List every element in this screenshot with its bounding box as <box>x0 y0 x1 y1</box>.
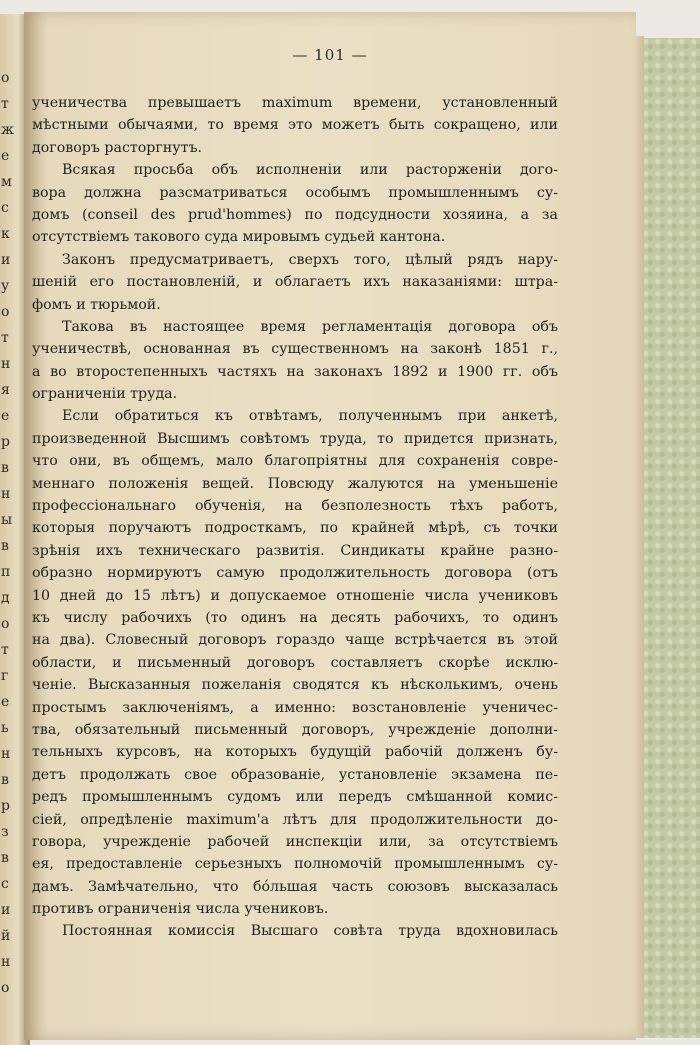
text-line: ученичества превышаетъ maximum времени, установленный <box>32 95 558 111</box>
left-page-fragment: о <box>1 70 10 86</box>
text-line: произведенной Высшимъ совѣтомъ труда, то придется признать, <box>32 430 558 447</box>
left-page-fragment: у <box>1 278 10 294</box>
left-page-fragment: и <box>1 252 11 268</box>
text-line: простымъ заключеніямъ, а именно: возстановленіе ученичес- <box>32 699 558 716</box>
text-line: мѣстными обычаями, то время это можетъ быть сокращено, или <box>32 117 558 134</box>
text-line: дамъ. Замѣчательно, что бóльшая часть союзовъ высказалась <box>32 878 558 895</box>
text-line: Всякая просьба объ исполненіи или расторженіи дого- <box>62 162 558 179</box>
text-line: фомъ и тюрьмой. <box>32 296 161 313</box>
left-page-fragment: т <box>1 96 9 112</box>
text-line: противъ ограниченія числа учениковъ. <box>32 901 329 918</box>
left-page-fragment: ь <box>1 720 9 736</box>
left-page-fragment: п <box>1 564 11 580</box>
text-line: которыя поручаютъ подросткамъ, по крайней мѣрѣ, съ точки <box>32 520 558 537</box>
text-line: Такова въ настоящее время регламентація договора объ <box>62 318 558 335</box>
left-page-fragment: й <box>1 928 11 944</box>
left-page-fragment: р <box>1 434 10 450</box>
text-line: ченіе. Высказанныя пожеланія сводятся къ нѣсколькимъ, очень <box>32 677 558 694</box>
text-line: ученичествѣ, основанная въ существенномъ на законѣ 1851 г., <box>32 341 558 358</box>
text-line: къ числу рабочихъ (то одинъ на десять рабочихъ, то одинъ <box>32 609 558 626</box>
text-line: домъ (conseil des prud'hommes) по подсудности хозяина, а за <box>32 206 558 223</box>
left-page-fragment: ы <box>1 512 13 528</box>
left-page-fragment: г <box>1 668 9 684</box>
left-page-fragment: м <box>1 174 12 190</box>
page-number: — 101 — <box>292 46 368 64</box>
text-line: тва, обязательный письменный договоръ, учрежденіе дополни- <box>32 721 558 738</box>
text-line: Постоянная комиссія Высшаго совѣта труда вдохновилась <box>62 923 558 940</box>
left-page-fragment: к <box>1 226 10 242</box>
text-line: детъ продолжать свое образованіе, установленіе экзамена пе- <box>32 766 558 783</box>
book-page <box>24 12 636 1040</box>
left-page-fragment: н <box>1 486 11 502</box>
text-line: 10 дней до 15 лѣтъ) и допускаемое отношеніе числа учениковъ <box>32 587 558 604</box>
book-cover-edge <box>640 38 700 1038</box>
text-line: ограниченіи труда. <box>32 386 178 403</box>
left-page-fragment: т <box>1 642 9 658</box>
left-page-fragment: в <box>1 850 9 866</box>
text-line: на два). Словесный договоръ гораздо чаще встрѣчается въ этой <box>32 632 558 649</box>
page-body-text <box>32 92 558 943</box>
text-line: меннаго положенія вещей. Повсюду жалуются на уменьшеніе <box>32 475 558 492</box>
left-page-fragment: о <box>1 980 10 996</box>
text-line: зрѣнія ихъ техническаго развитія. Синдикаты крайне разно- <box>32 542 558 559</box>
left-page-fragment: т <box>1 330 9 346</box>
left-page-fragment: о <box>1 304 10 320</box>
text-line: вора должна разсматриваться особымъ промышленнымъ су- <box>32 184 558 201</box>
left-page-fragment: е <box>1 148 10 164</box>
left-page-fragment: о <box>1 616 10 632</box>
text-line: отсутствіемъ такового суда мировымъ судьей кантона. <box>32 229 446 246</box>
left-page-fragment: н <box>1 746 11 762</box>
left-page-fragment: с <box>1 200 9 216</box>
text-line: области, и письменный договоръ составляетъ скорѣе исклю- <box>32 654 558 671</box>
text-line: Законъ предусматриваетъ, сверхъ того, цѣлый рядъ нару- <box>62 251 558 268</box>
left-page-fragment: с <box>1 876 9 892</box>
left-page-fragment: и <box>1 902 11 918</box>
left-page-fragment: н <box>1 954 11 970</box>
left-page-fragment: з <box>1 824 9 840</box>
left-page-fragment: в <box>1 460 9 476</box>
left-page-fragment: е <box>1 408 10 424</box>
left-page-fragment: н <box>1 356 11 372</box>
text-line: что они, въ общемъ, мало благопріятны для сохраненія совре- <box>32 453 558 470</box>
text-line: сіей, опредѣленіе maximum'a лѣтъ для продолжительности до- <box>32 811 558 828</box>
text-line: Если обратиться къ отвѣтамъ, полученнымъ при анкетѣ, <box>62 408 558 425</box>
text-line: шеній его постановленій, и облагаетъ ихъ наказаніями: штра- <box>32 274 558 291</box>
text-line: редъ промышленнымъ судомъ или передъ смѣшанной комис- <box>32 789 558 806</box>
text-line: образно нормируютъ самую продолжительность договора (отъ <box>32 565 558 582</box>
left-page-fragment: ж <box>1 122 14 138</box>
left-page-fragment: я <box>1 382 10 398</box>
text-line: а во второстепенныхъ частяхъ на законахъ 1892 и 1900 гг. объ <box>32 363 558 380</box>
left-page-fragment: е <box>1 694 10 710</box>
text-line: тельныхъ курсовъ, на которыхъ будущій рабочій долженъ бу- <box>32 744 558 761</box>
text-line: профессіональнаго обученія, на безполезность тѣхъ работъ, <box>32 498 558 515</box>
text-line: ея, предоставленіе серьезныхъ полномочій промышленнымъ су- <box>32 856 558 873</box>
left-page-fragment: р <box>1 798 10 814</box>
left-page-fragment: д <box>1 590 10 606</box>
text-line: договоръ расторгнутъ. <box>32 139 202 156</box>
left-page-fragment: в <box>1 772 9 788</box>
text-line: говора, учрежденіе рабочей инспекціи или, за отсутствіемъ <box>32 833 558 850</box>
left-page-fragment: в <box>1 538 9 554</box>
